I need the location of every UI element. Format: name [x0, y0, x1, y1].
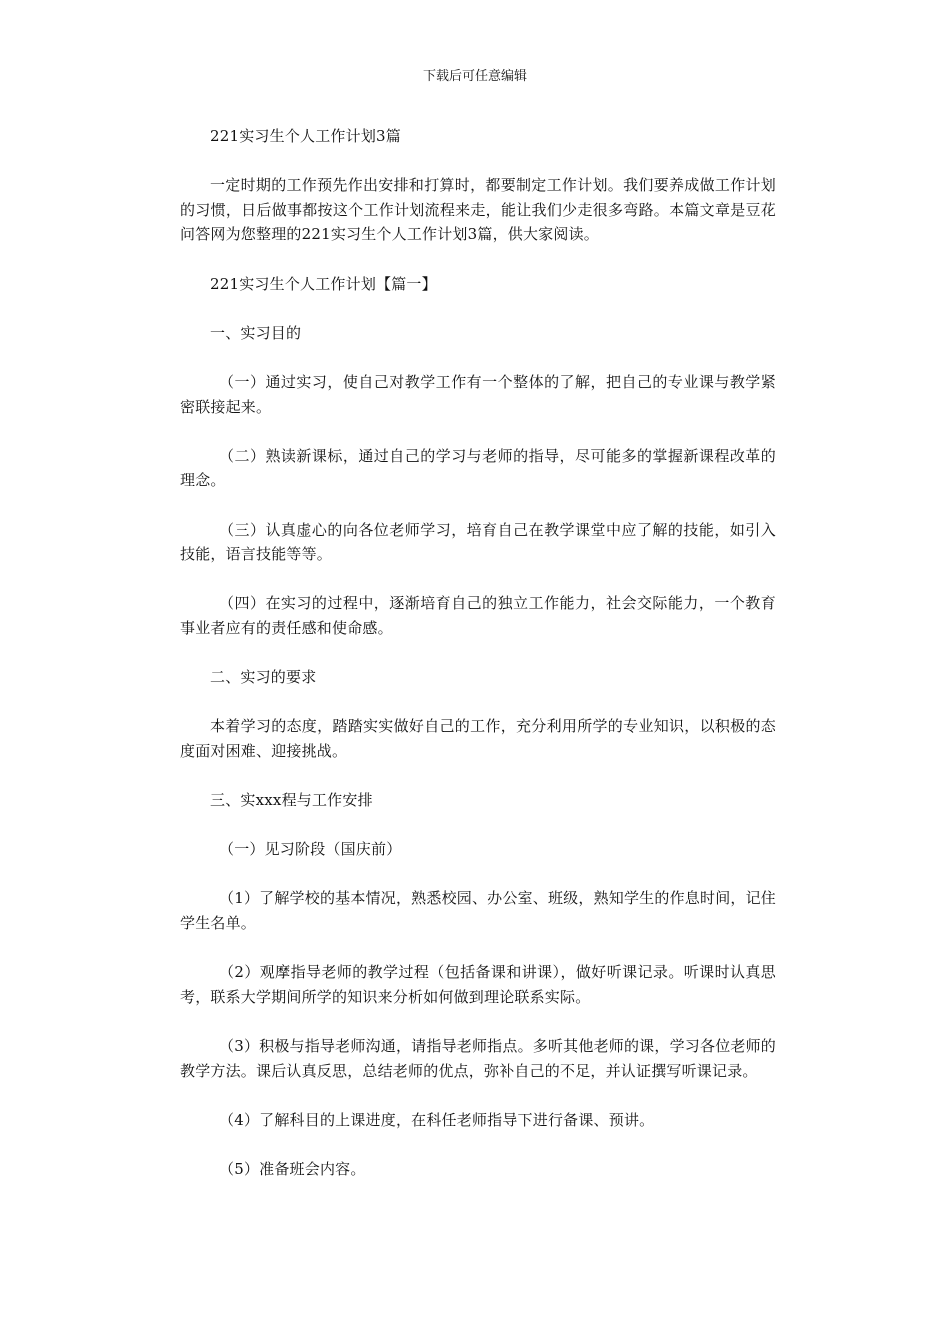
- intro-paragraph: 一定时期的工作预先作出安排和打算时，都要制定工作计划。我们要养成做工作计划的习惯，日后做事都按这个工作计划流程来走，能让我们少走很多弯路。本篇文章是豆花问答网为您整理的221实习生个人工作计划3篇，供大家阅读。: [180, 176, 776, 244]
- section-heading: 二、实习的要求: [210, 668, 317, 687]
- page-header-note: 下载后可任意编辑: [422, 69, 527, 84]
- stage-item: （2）观摩指导老师的教学过程（包括备课和讲课），做好听课记录。听课时认真思考，联系大学期间所学的知识来分析如何做到理论联系实际。: [180, 963, 776, 1006]
- goal-item: （三）认真虚心的向各位老师学习，培育自己在教学课堂中应了解的技能，如引入技能，语言技能等等。: [180, 520, 776, 564]
- document-body: [180, 124, 776, 1206]
- goal-item: （四）在实习的过程中，逐渐培育自己的独立工作能力，社会交际能力，一个教育事业者应有的责任感和使命感。: [180, 594, 776, 637]
- goal-item: （一）通过实习，使自己对教学工作有一个整体的了解，把自己的专业课与教学紧密联接起来。: [180, 372, 776, 416]
- stage-item: （5）准备班会内容。: [219, 1159, 366, 1178]
- stage-item: （3）积极与指导老师沟通，请指导老师指点。多听其他老师的课，学习各位老师的教学方法。课后认真反思，总结老师的优点，弥补自己的不足，并认证撰写听课记录。: [180, 1036, 776, 1080]
- stage-heading: （一）见习阶段（国庆前）: [219, 840, 402, 859]
- requirement-paragraph: 本着学习的态度，踏踏实实做好自己的工作，充分利用所学的专业知识，以积极的态度面对困难、迎接挑战。: [180, 717, 776, 760]
- document-title: 221实习生个人工作计划3篇: [210, 127, 401, 145]
- section-heading: 一、实习目的: [210, 323, 302, 342]
- stage-item: （4）了解科目的上课进度，在科任老师指导下进行备课、预讲。: [219, 1110, 655, 1129]
- section-heading: 三、实xxx程与工作安排: [210, 791, 373, 810]
- goal-item: （二）熟读新课标，通过自己的学习与老师的指导，尽可能多的掌握新课程改革的理念。: [180, 446, 776, 490]
- stage-item: （1）了解学校的基本情况，熟悉校园、办公室、班级，熟知学生的作息时间，记住学生名单。: [180, 889, 776, 932]
- part-heading: 221实习生个人工作计划【篇一】: [210, 274, 437, 293]
